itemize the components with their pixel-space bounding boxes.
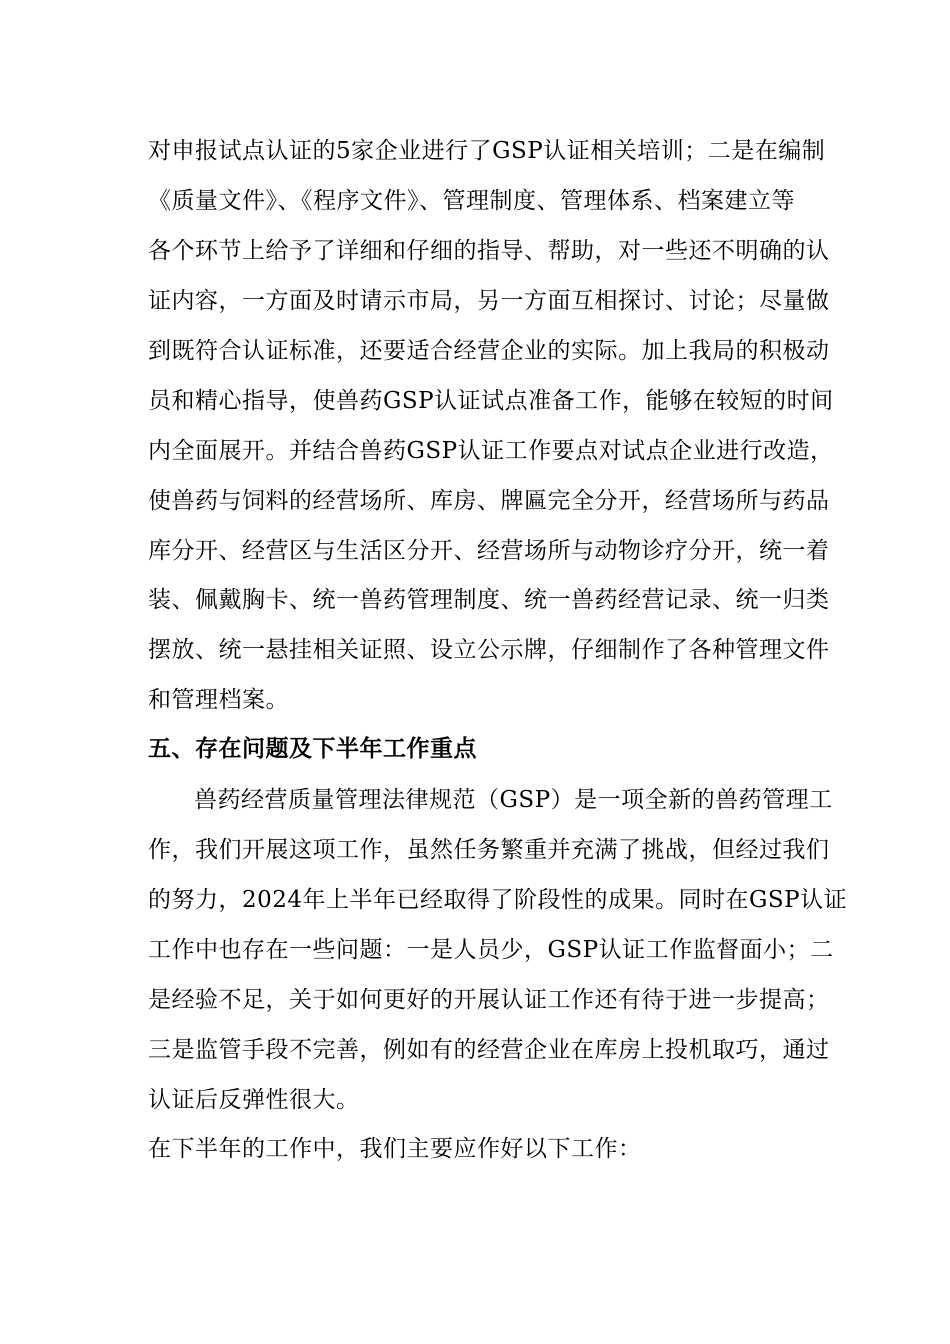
paragraph-2-line-4: 工作中也存在一些问题：一是人员少，GSP认证工作监督面小；二 (148, 937, 834, 963)
paragraph-1-line-10: 装、佩戴胸卡、统一兽药管理制度、统一兽药经营记录、统一归类 (148, 587, 830, 613)
paragraph-1-line-9: 库分开、经营区与生活区分开、经营场所与动物诊疗分开，统一着 (148, 538, 830, 564)
paragraph-1-line-12: 和管理档案。 (148, 687, 289, 713)
paragraph-2-line-6: 三是监管手段不完善，例如有的经营企业在库房上投机取巧，通过 (148, 1037, 830, 1063)
paragraph-2-line-5: 是经验不足，关于如何更好的开展认证工作还有待于进一步提高； (148, 987, 830, 1013)
paragraph-1-line-4: 证内容，一方面及时请示市局，另一方面互相探讨、讨论；尽量做 (148, 288, 830, 314)
paragraph-2-line-3: 的努力，2024年上半年已经取得了阶段性的成果。同时在GSP认证 (148, 887, 848, 913)
paragraph-1-line-7: 内全面展开。并结合兽药GSP认证工作要点对试点企业进行改造， (148, 438, 834, 464)
paragraph-1-line-2: 《质量文件》、《程序文件》、管理制度、管理体系、档案建立等 (148, 188, 795, 214)
closing-line: 在下半年的工作中，我们主要应作好以下工作： (148, 1136, 642, 1162)
paragraph-2-line-7: 认证后反弹性很大。 (148, 1087, 360, 1113)
paragraph-1-line-11: 摆放、统一悬挂相关证照、设立公示牌，仔细制作了各种管理文件 (148, 637, 830, 663)
paragraph-1-line-1: 对申报试点认证的5家企业进行了GSP认证相关培训；二是在编制 (148, 138, 826, 164)
paragraph-1-line-3: 各个环节上给予了详细和仔细的指导、帮助，对一些还不明确的认 (148, 238, 830, 264)
paragraph-2-line-1: 兽药经营质量管理法律规范（GSP）是一项全新的兽药管理工 (194, 787, 833, 813)
paragraph-1-line-8: 使兽药与饲料的经营场所、库房、牌匾完全分开，经营场所与药品 (148, 488, 830, 514)
paragraph-2-line-2: 作，我们开展这项工作，虽然任务繁重并充满了挑战，但经过我们 (148, 837, 830, 863)
paragraph-1-line-6: 员和精心指导，使兽药GSP认证试点准备工作，能够在较短的时间 (148, 388, 834, 414)
section-heading: 五、存在问题及下半年工作重点 (148, 736, 477, 762)
paragraph-1-line-5: 到既符合认证标准，还要适合经营企业的实际。加上我局的积极动 (148, 338, 830, 364)
